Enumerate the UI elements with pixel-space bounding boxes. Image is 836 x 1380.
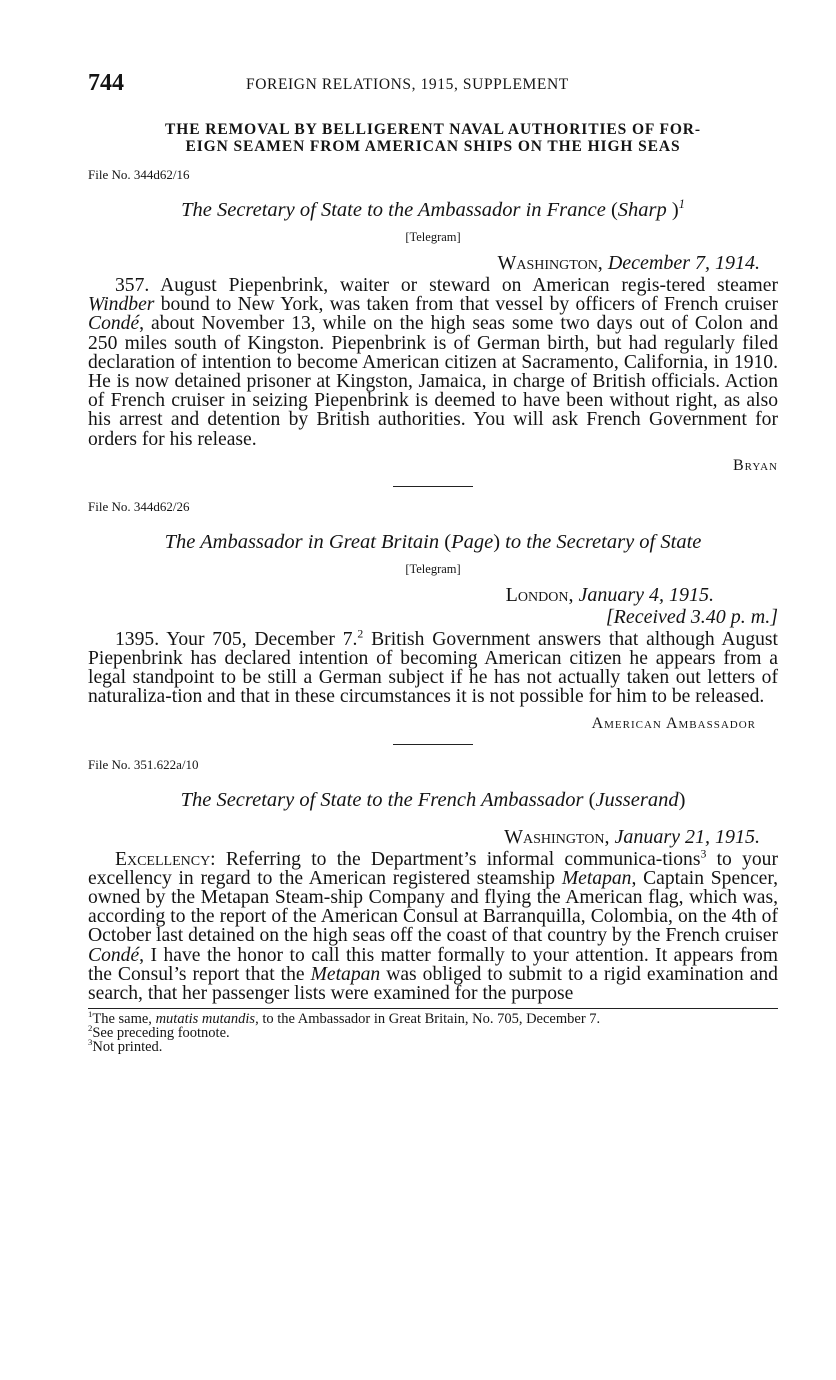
signature: Bryan [732,456,778,474]
footnote-text: Not printed. [92,1039,163,1056]
text-run: British Government answers that although August Piepenbrink has declared intention of becoming American citizen he appears from a legal standpoint to be still a German subject if he has not actually taken out letters of naturaliza-tion and that in these circumstances it is not possible for him to be released. [88,628,779,708]
body-text [88,627,779,708]
text-run: to your excellency in regard to the American registered steamship [88,848,778,889]
footnote-rule [88,1008,778,1009]
section-title [88,121,778,155]
document-title: The Secretary of State to the Ambassador in France (Sharp )$^1$ [181,197,685,221]
text-run: , about November 13, while on the high seas some two days out of Colon and 250 miles south of Kingston. Piepenbrink is of German birth, but had regularly filed declaration of intention to become American citizen at Sacramento, California, in 1910. He is now detained prisoner at Kingston, Jamaica, in charge of British officials. Action of French cruiser in seizing Piepenbrink is deemed to have been without right, as also his arrest and detention by British authorities. You will ask French Government for orders for his release. [88,313,778,450]
telegram-label: [Telegram] [405,230,461,244]
cruiser-name: Condé [88,944,140,966]
document-1 [88,167,778,487]
footnote-italic: mutatis mutandis [155,1011,256,1028]
title-person: Jusserand [595,788,679,811]
paragraph [88,847,778,1005]
file-number: File No. 344d62/16 [88,167,190,182]
paragraph [88,276,778,449]
ship-name: Metapan [310,963,381,985]
section-title-line-2: EIGN SEAMEN FROM AMERICAN SHIPS ON THE HIGH SEAS [185,138,681,155]
file-number: File No. 351.622a/10 [88,756,199,772]
ship-name: Windber [88,294,155,316]
document-page [88,62,778,1054]
body-text [88,847,778,1005]
document-title: The Ambassador in Great Britain (Page) to the Secretary of State [164,530,702,553]
section-title-line-1: THE REMOVAL BY BELLIGERENT NAVAL AUTHORITIES OF FOR- [165,121,701,138]
place: Washington, [497,252,603,274]
document-title: The Secretary of State to the French Ambassador (Jusserand) [180,788,686,811]
footnote-text: , to the Ambassador in Great Britain, No. 705, December 7. [255,1011,601,1028]
dateline [88,826,778,848]
date: December 7, 1914. [607,252,760,274]
title-text: The Secretary of State to the French Ambassador [180,788,584,811]
footnote-2 [88,1023,778,1042]
received-note: [Received 3.40 p. m.] [605,605,778,628]
footnote-ref: 3 [700,847,707,861]
text-run: , Captain Spencer, owned by the Metapan Steam-ship Company and flying the American flag, which was, according to the report of the American Consul at Barranquilla, Colombia, on the 4th of October last detained on the high seas off the coast of that country by the French cruiser [88,867,778,947]
footnote-text: The same, [92,1011,152,1028]
divider [393,744,473,745]
dateline [88,252,778,274]
cruiser-name: Condé [88,313,140,335]
dateline [88,584,778,606]
running-title: FOREIGN RELATIONS, 1915, SUPPLEMENT [246,76,569,93]
page-number: 744 [88,70,124,96]
footnote-ref: 1 [678,197,685,212]
footnote-ref: 2 [357,627,364,641]
paragraph-number: 1395. [115,628,160,650]
ship-name: Metapan [561,867,632,889]
salutation: Excellency: [115,848,216,870]
title-text: The Secretary of State to the Ambassador in France [181,199,606,221]
body-text [88,276,778,449]
document-3 [88,757,778,1004]
footnotes [88,1009,778,1056]
footnote-number: 2 [88,1023,93,1034]
place: Washington, [504,825,610,848]
footnote-number: 3 [88,1037,93,1048]
footnote-number: 1 [88,1009,93,1020]
signature: American Ambassador [591,714,756,732]
text-run: August Piepenbrink, waiter or steward on American regis-tered steamer [160,275,778,296]
telegram-label: [Telegram] [405,561,461,576]
text-run: , I have the honor to call this matter formally to your attention. It appears from the Consul’s report that the [88,944,778,985]
date: January 21, 1915. [614,825,760,848]
place: London, [505,583,574,606]
date: January 4, 1915. [578,583,714,606]
text-run: was obliged to submit to a rigid examination and search, that her passenger lists were examined for the purpose [88,963,778,1005]
title-text: The Ambassador in Great Britain [164,530,440,553]
divider [393,486,473,487]
footnote-text: See preceding footnote. [92,1025,230,1042]
text-run: Your 705, December 7. [166,628,358,650]
paragraph [88,627,779,708]
document-2 [88,499,778,745]
title-person: Sharp [617,199,667,221]
paragraph-number: 357. [115,275,150,296]
text-run: bound to New York, was taken from that vessel by officers of French cruiser [160,294,778,316]
title-person: Page [451,530,494,553]
text-run: Referring to the Department’s informal communica-tions [225,848,701,870]
footnote-3 [88,1037,778,1056]
title-text: to the Secretary of State [505,530,702,553]
file-number: File No. 344d62/26 [88,498,190,514]
page-header [88,62,778,102]
